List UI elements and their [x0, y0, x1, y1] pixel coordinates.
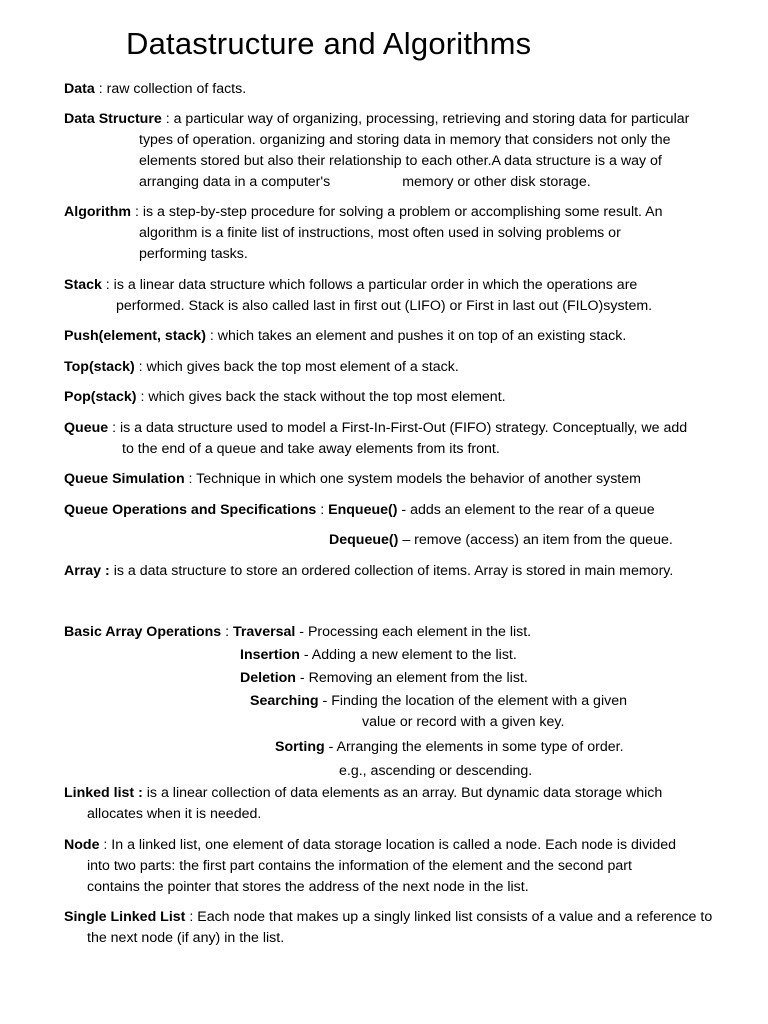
top-definition: [64, 358, 459, 376]
queue-text-1: : is a data structure used to model a First-In-First-Out (FIFO) strategy. Conceptually, we add: [108, 420, 688, 436]
push-definition: [64, 327, 626, 345]
node-line-3: contains the pointer that stores the address of the next node in the list.: [87, 879, 529, 895]
searching-text-1: - Finding the location of the element with a given: [318, 693, 627, 709]
deletion-line: [240, 669, 528, 687]
deletion-text: - Removing an element from the list.: [295, 670, 528, 686]
queue-line-2: to the end of a queue and take away elements from its front.: [122, 441, 500, 457]
queue-line-1: [64, 419, 687, 437]
searching-line-1: [250, 692, 627, 710]
algorithm-text-1: : is a step-by-step procedure for solving a problem or accomplishing some result. An: [131, 204, 663, 220]
single-linked-list-line-2: the next node (if any) in the list.: [87, 930, 285, 946]
single-linked-list-line-1: [64, 908, 712, 926]
pop-text: : which gives back the stack without the top most element.: [136, 389, 506, 405]
searching-line-2: value or record with a given key.: [362, 714, 565, 730]
enqueue-text: - adds an element to the rear of a queue: [397, 502, 655, 518]
data-structure-text-1: : a particular way of organizing, processing, retrieving and storing data for particular: [161, 111, 690, 127]
push-text: : which takes an element and pushes it on top of an existing stack.: [205, 328, 627, 344]
term-data: Data: [64, 81, 95, 97]
linked-list-line-1: [64, 784, 662, 802]
data-structure-text-4b: memory or other disk storage.: [402, 174, 591, 190]
linked-list-line-2: allocates when it is needed.: [87, 806, 262, 822]
data-structure-text-4a: arranging data in a computer's: [139, 174, 331, 190]
term-queue-operations: Queue Operations and Specifications: [64, 502, 317, 518]
term-sorting: Sorting: [275, 739, 325, 755]
data-definition: [64, 80, 246, 98]
insertion-line: [240, 646, 517, 664]
pop-definition: [64, 388, 506, 406]
term-searching: Searching: [250, 693, 319, 709]
stack-line-2: performed. Stack is also called last in first out (LIFO) or First in last out (FILO)system.: [116, 298, 653, 314]
term-data-structure: Data Structure: [64, 111, 162, 127]
term-single-linked-list: Single Linked List: [64, 909, 186, 925]
sorting-text-1: - Arranging the elements in some type of order.: [324, 739, 624, 755]
term-array: Array :: [64, 563, 110, 579]
stack-text-1: : is a linear data structure which follows a particular order in which the operations are: [101, 277, 638, 293]
node-text-1: : In a linked list, one element of data storage location is called a node. Each node is divided: [99, 837, 677, 853]
data-structure-line-3: elements stored but also their relationship to each other.A data structure is a way of: [139, 153, 662, 169]
term-pop: Pop(stack): [64, 389, 137, 405]
array-text: is a data structure to store an ordered collection of items. Array is stored in main memory.: [109, 563, 674, 579]
single-linked-list-text-1: : Each node that makes up a singly linked list consists of a value and a reference to: [185, 909, 713, 925]
queue-operations-line-1: [64, 501, 655, 519]
data-structure-line-1: [64, 110, 689, 128]
insertion-text: - Adding a new element to the list.: [299, 647, 517, 663]
term-node: Node: [64, 837, 100, 853]
queue-operations-line-2: [329, 531, 673, 549]
term-stack: Stack: [64, 277, 102, 293]
term-insertion: Insertion: [240, 647, 300, 663]
algorithm-line-3: performing tasks.: [139, 246, 248, 262]
array-definition: [64, 562, 673, 580]
dequeue-text: – remove (access) an item from the queue.: [398, 532, 673, 548]
term-queue: Queue: [64, 420, 109, 436]
term-algorithm: Algorithm: [64, 204, 131, 220]
top-text: : which gives back the top most element of a stack.: [134, 359, 459, 375]
term-deletion: Deletion: [240, 670, 296, 686]
basic-array-operations-line-1: [64, 623, 531, 641]
data-definition-text: : raw collection of facts.: [94, 81, 247, 97]
node-line-2: into two parts: the first part contains the information of the element and the second part: [87, 858, 632, 874]
stack-line-1: [64, 276, 637, 294]
sorting-line-2: e.g., ascending or descending.: [339, 763, 533, 779]
term-linked-list: Linked list :: [64, 785, 143, 801]
queue-simulation-text: : Technique in which one system models the behavior of another system: [184, 471, 641, 487]
basic-ops-separator: :: [221, 624, 234, 640]
term-dequeue: Dequeue(): [329, 532, 399, 548]
term-queue-simulation: Queue Simulation: [64, 471, 185, 487]
linked-list-text-1: is a linear collection of data elements as an array. But dynamic data storage which: [142, 785, 663, 801]
term-push: Push(element, stack): [64, 328, 206, 344]
node-line-1: [64, 836, 676, 854]
term-traversal: Traversal: [233, 624, 296, 640]
term-enqueue: Enqueue(): [328, 502, 398, 518]
term-basic-array-operations: Basic Array Operations: [64, 624, 222, 640]
algorithm-line-2: algorithm is a finite list of instructions, most often used in solving problems or: [139, 225, 621, 241]
data-structure-line-4: [139, 173, 591, 191]
queue-operations-separator: :: [316, 502, 329, 518]
sorting-line-1: [275, 738, 624, 756]
algorithm-line-1: [64, 203, 663, 221]
traversal-text: - Processing each element in the list.: [295, 624, 532, 640]
data-structure-line-2: types of operation. organizing and storing data in memory that considers not only the: [139, 132, 671, 148]
term-top: Top(stack): [64, 359, 135, 375]
page-title: Datastructure and Algorithms: [126, 26, 532, 61]
queue-simulation-definition: [64, 470, 641, 488]
